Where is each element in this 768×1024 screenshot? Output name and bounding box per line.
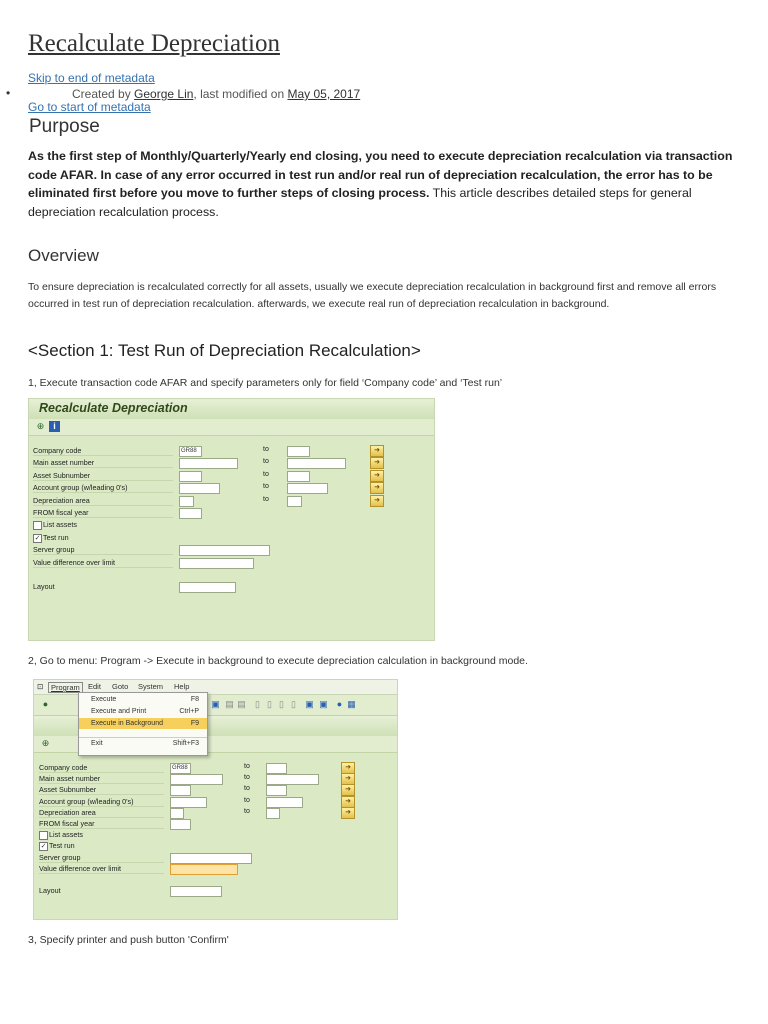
field-label: Asset Subnumber (33, 471, 173, 481)
dd-item-exit[interactable] (79, 737, 207, 749)
menu-system[interactable]: System (138, 682, 164, 691)
to-field-input[interactable] (287, 458, 346, 469)
field-label: FROM fiscal year (39, 819, 164, 829)
author-link[interactable]: George Lin (134, 87, 194, 101)
list-assets-label: List assets (49, 830, 83, 840)
sap-screenshot-2 (33, 679, 398, 920)
layout-label: Layout (39, 886, 61, 896)
execute-icon[interactable]: ⊕ (36, 421, 45, 431)
step2-text: 2, Go to menu: Program -> Execute in background to execute depreciation calculation in background mode. (28, 655, 528, 667)
menu-edit[interactable]: Edit (88, 682, 101, 691)
overview-heading: Overview (28, 246, 99, 265)
field-label: Main asset number (33, 458, 173, 468)
sap-toolbar (29, 419, 434, 436)
program-dropdown-menu (78, 692, 208, 756)
to-field-input[interactable] (287, 446, 310, 457)
to-label: to (244, 796, 250, 804)
menu-goto[interactable]: Goto (112, 682, 129, 691)
dd-label: Execute and Print (91, 708, 147, 715)
window-icon[interactable]: ⊡ (37, 682, 44, 691)
dd-label: Execute (91, 696, 117, 703)
step1-text: 1, Execute transaction code AFAR and specify parameters only for field ‘Company code’ and ‘Test run’ (28, 377, 503, 389)
dd-shortcut: F9 (190, 720, 199, 727)
dd-shortcut: Ctrl+P (179, 708, 199, 715)
to-label: to (263, 470, 269, 478)
to-label: to (263, 446, 269, 453)
field-label: Company code (33, 446, 173, 456)
test-run-label: Test run (43, 532, 69, 542)
multiple-selection-button[interactable]: ➜ (370, 495, 384, 507)
find-icon[interactable]: ▤ (225, 699, 234, 709)
new-session-icon[interactable]: ▣ (305, 699, 314, 709)
help-icon[interactable]: ● (336, 699, 343, 709)
field-label: Company code (39, 763, 164, 773)
field-input[interactable] (179, 508, 202, 519)
value-diff-label: Value difference over limit (39, 864, 164, 874)
modified-text: , last modified on (193, 87, 285, 101)
field-input[interactable] (170, 808, 184, 819)
to-label: to (244, 785, 250, 793)
dd-item-execute[interactable] (79, 694, 207, 705)
prev-page-icon[interactable]: ▯ (267, 699, 272, 709)
overview-text: To ensure depreciation is recalculated correctly for all assets, usually we execute depreciation recalculation in background first and remove all errors occurred in test run of depreciation recalculation. afterwards, we execute real run of depreciation recalculation in background. (28, 281, 717, 310)
purpose-normal-text: This article describes detailed steps for general depreciation recalculation process. (28, 186, 692, 219)
dd-label: Execute in Background (91, 720, 163, 727)
created-by-line (72, 87, 360, 101)
to-field-input[interactable] (266, 797, 303, 808)
field-input[interactable] (170, 774, 223, 785)
test-run-checkbox[interactable]: ✓ (40, 843, 47, 851)
dd-item-execute-print[interactable] (79, 706, 207, 717)
skip-to-end-link[interactable]: Skip to end of metadata (28, 71, 155, 85)
multiple-selection-button[interactable]: ➜ (370, 482, 384, 494)
dd-item-execute-background[interactable] (79, 718, 207, 729)
value-diff-label: Value difference over limit (33, 558, 173, 568)
layout-input[interactable] (179, 582, 236, 593)
field-label: FROM fiscal year (33, 508, 173, 518)
field-label: Depreciation area (39, 808, 164, 818)
shortcut-icon[interactable]: ▣ (319, 699, 328, 709)
list-assets-label: List assets (43, 520, 77, 530)
step3-text: 3, Specify printer and push button 'Confirm' (28, 934, 229, 946)
field-input[interactable] (179, 471, 202, 482)
field-input[interactable] (179, 483, 220, 494)
field-label: Main asset number (39, 774, 164, 784)
to-field-input[interactable] (287, 483, 328, 494)
to-label: to (263, 483, 269, 491)
field-input[interactable] (179, 458, 238, 469)
to-field-input[interactable] (266, 808, 280, 819)
list-assets-checkbox[interactable] (39, 831, 48, 840)
dd-shortcut: Shift+F3 (172, 740, 199, 747)
to-field-input[interactable] (266, 774, 319, 785)
created-prefix: Created by (72, 87, 131, 101)
to-field-input[interactable] (266, 763, 287, 774)
sap-title: Recalculate Depreciation (39, 401, 188, 415)
to-label: to (244, 763, 250, 770)
value-diff-input[interactable] (170, 864, 238, 875)
layout-input[interactable] (170, 886, 222, 897)
field-input[interactable]: GR88 (179, 446, 202, 457)
field-label: Depreciation area (33, 496, 173, 506)
value-diff-input[interactable] (179, 558, 254, 569)
find-next-icon[interactable]: ▤ (237, 699, 246, 709)
field-input[interactable] (170, 785, 191, 796)
list-assets-checkbox[interactable] (33, 521, 42, 530)
server-group-input[interactable] (179, 545, 270, 556)
info-icon[interactable]: i (49, 421, 60, 432)
field-input[interactable] (170, 819, 191, 830)
purpose-heading: Purpose (29, 116, 100, 137)
to-label: to (263, 495, 269, 503)
modified-date-link[interactable]: May 05, 2017 (287, 87, 361, 101)
multiple-selection-button[interactable]: ➜ (370, 457, 384, 469)
layout-label: Layout (33, 582, 55, 592)
multiple-selection-button[interactable]: ➜ (370, 470, 384, 482)
go-to-start-link[interactable]: Go to start of metadata (28, 100, 151, 114)
multiple-selection-button[interactable]: ➜ (370, 445, 384, 457)
field-input[interactable]: GR88 (170, 763, 191, 774)
multiple-selection-button[interactable]: ➜ (341, 762, 355, 774)
to-label: to (244, 774, 250, 782)
field-label: Account group (w/leading 0's) (39, 797, 164, 807)
field-label: Account group (w/leading 0's) (33, 483, 173, 493)
page-title: Recalculate Depreciation (28, 30, 280, 57)
multiple-selection-button[interactable]: ➜ (341, 784, 355, 796)
menu-program[interactable]: Program (48, 682, 83, 693)
last-page-icon[interactable]: ▯ (291, 699, 296, 709)
menu-help[interactable]: Help (174, 682, 190, 691)
sap-title-bar (29, 399, 434, 420)
enter-icon[interactable]: ● (42, 699, 49, 709)
test-run-checkbox[interactable]: ✓ (34, 534, 41, 542)
field-input[interactable] (179, 496, 194, 507)
execute-icon-2[interactable]: ⊕ (41, 738, 50, 748)
to-label: to (263, 458, 269, 466)
server-group-label: Server group (33, 545, 173, 555)
test-run-label: Test run (49, 841, 75, 851)
sap-screenshot-1 (28, 398, 435, 641)
dd-label: Exit (91, 740, 103, 747)
multiple-selection-button[interactable]: ➜ (341, 796, 355, 808)
dd-shortcut: F8 (190, 696, 199, 703)
first-page-icon[interactable]: ▯ (255, 699, 260, 709)
to-label: to (244, 807, 250, 815)
layout-icon[interactable]: ▦ (347, 699, 356, 709)
purpose-text (28, 147, 740, 221)
next-page-icon[interactable]: ▯ (279, 699, 284, 709)
server-group-input[interactable] (170, 853, 252, 864)
to-field-input[interactable] (266, 785, 287, 796)
purpose-bold-text: As the first step of Monthly/Quarterly/Yearly end closing, you need to execute depreciation recalculation via transaction code AFAR. In case of any error occurred in test run and/or real run of depreciation recalculation, the error has to be eliminated first before you move to further steps of closing process. (28, 149, 733, 200)
print-icon[interactable]: ▣ (211, 699, 220, 709)
multiple-selection-button[interactable]: ➜ (341, 773, 355, 785)
server-group-label: Server group (39, 853, 164, 863)
bullet-icon: • (6, 86, 11, 100)
section1-heading: <Section 1: Test Run of Depreciation Recalculation> (28, 341, 421, 360)
field-input[interactable] (170, 797, 207, 808)
multiple-selection-button[interactable]: ➜ (341, 807, 355, 819)
field-label: Asset Subnumber (39, 785, 164, 795)
to-field-input[interactable] (287, 496, 302, 507)
to-field-input[interactable] (287, 471, 310, 482)
